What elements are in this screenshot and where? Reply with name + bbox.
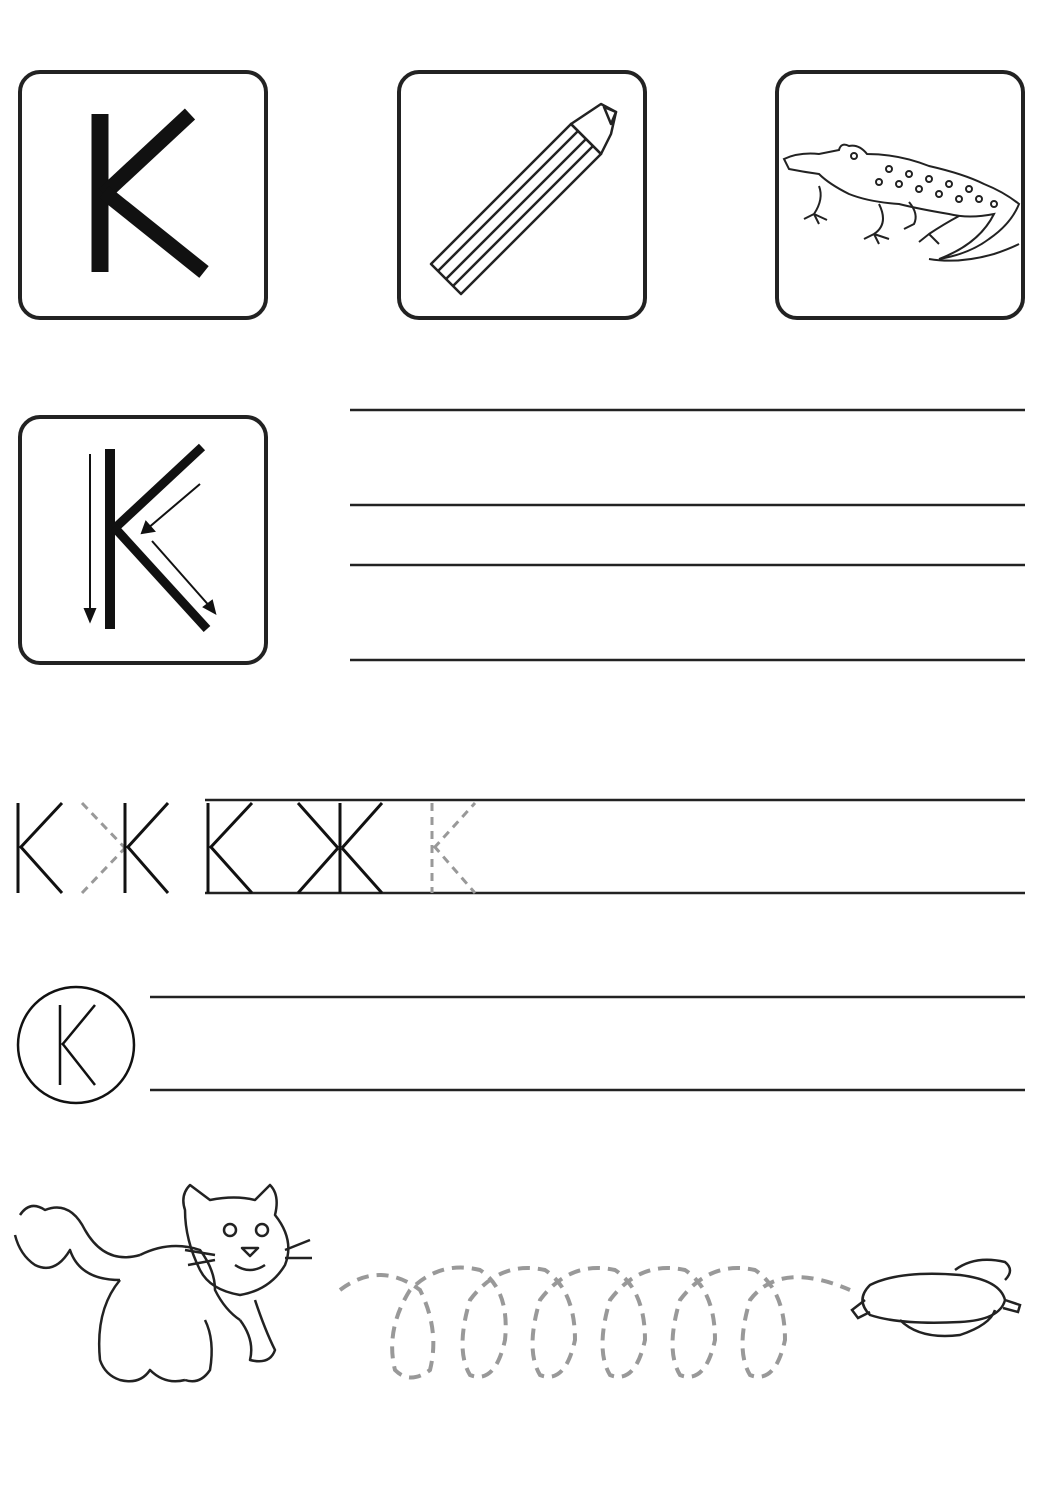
pattern-row[interactable] <box>18 803 475 893</box>
cat-icon <box>15 1185 312 1381</box>
pencil-icon <box>401 74 651 324</box>
crocodile-card <box>775 70 1025 320</box>
example-circled-letter <box>60 1005 95 1085</box>
crocodile-icon <box>779 74 1029 324</box>
example-circle <box>18 987 134 1103</box>
sausages-icon <box>852 1260 1020 1336</box>
pencil-card <box>397 70 647 320</box>
stroke-order-diagram <box>22 419 272 669</box>
instruction-2 <box>18 926 38 958</box>
instruction-3 <box>18 1128 38 1160</box>
loop-path[interactable] <box>340 1268 850 1378</box>
stroke-order-card <box>18 415 268 665</box>
letter-card <box>18 70 268 320</box>
instruction-1 <box>18 698 1028 730</box>
letter-k-glyph <box>22 74 272 324</box>
